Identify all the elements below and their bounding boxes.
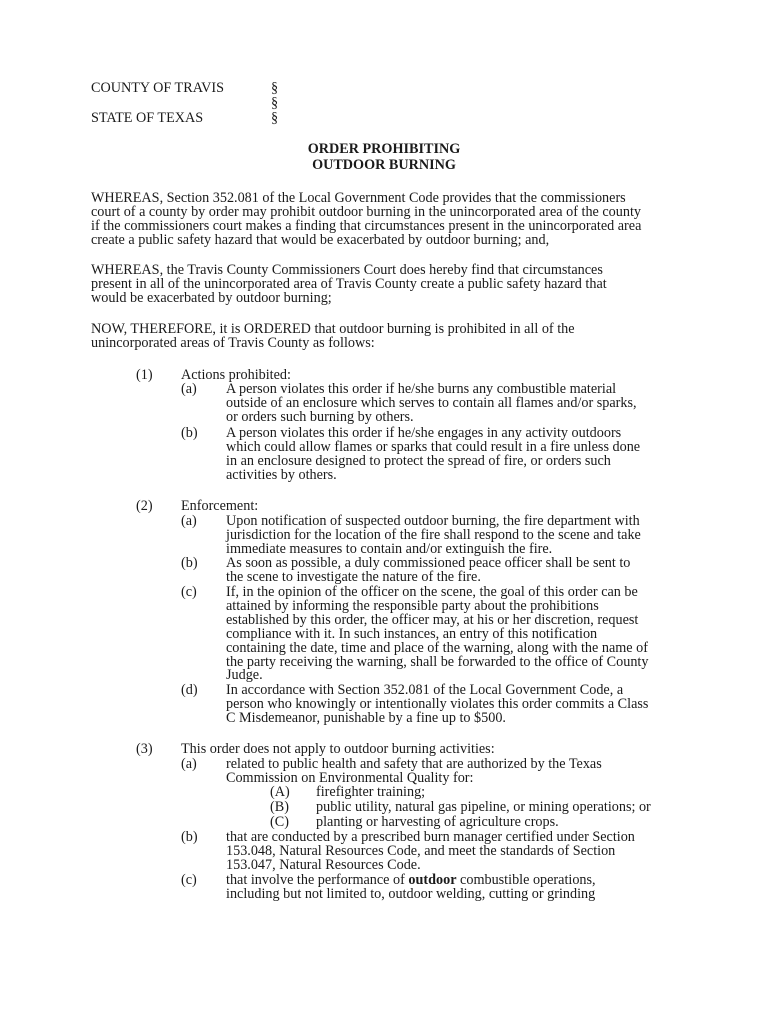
item-3c-label: (c) (181, 872, 197, 888)
text-line: A person violates this order if he/she burns any combustible material (226, 381, 617, 397)
item-3c-text (226, 874, 686, 902)
text-line: NOW, THEREFORE, it is ORDERED that outdoor burning is prohibited in all of the (91, 321, 575, 337)
text-line: related to public health and safety that are authorized by the Texas (226, 756, 602, 772)
item-3b-label: (b) (181, 829, 198, 845)
text-line: jurisdiction for the location of the fire shall respond to the scene and take (226, 526, 641, 543)
whereas-paragraph-2 (91, 264, 681, 306)
item-2d-text (226, 684, 686, 726)
section-1-heading: Actions prohibited: (181, 367, 291, 383)
item-2a-text (226, 515, 686, 557)
item-3aA-label: (A) (270, 784, 290, 800)
text-line: A person violates this order if he/she engages in any activity outdoors (226, 425, 622, 441)
text-run: combustible operations, (456, 872, 596, 888)
section-symbol: § (271, 110, 279, 126)
text-line: person who knowingly or intentionally violates this order commits a Class (226, 695, 649, 712)
text-line: activities by others. (226, 466, 337, 483)
bold-run: outdoor (408, 872, 457, 888)
item-1a-text (226, 383, 686, 425)
text-line: containing the date, time and place of the warning, along with the name of (226, 639, 648, 656)
item-3a-label: (a) (181, 756, 197, 772)
section-2-heading: Enforcement: (181, 498, 259, 514)
text-line: outside of an enclosure which serves to contain all flames and/or sparks, (226, 394, 637, 411)
item-2d-label: (d) (181, 682, 198, 698)
text-line: immediate measures to contain and/or extinguish the fire. (226, 540, 553, 557)
text-line: create a public safety hazard that would be exacerbated by outdoor burning; and, (91, 231, 550, 248)
item-1b-text (226, 427, 686, 483)
section-3-number: (3) (136, 741, 153, 757)
text-line: the scene to investigate the nature of the fire. (226, 568, 481, 585)
text-line: court of a county by order may prohibit outdoor burning in the unincorporated area of the county (91, 203, 642, 220)
text-line: 153.047, Natural Resources Code. (226, 856, 421, 873)
text-line: or orders such burning by others. (226, 408, 414, 425)
section-1-number: (1) (136, 367, 153, 383)
text-line: Judge. (226, 667, 263, 684)
section-3-heading: This order does not apply to outdoor burning activities: (181, 741, 495, 757)
text-line: Commission on Environmental Quality for: (226, 769, 474, 786)
county-name: COUNTY OF TRAVIS (91, 80, 224, 96)
order-title-line-2: OUTDOOR BURNING (312, 157, 456, 173)
text-line: unincorporated areas of Travis County as follows: (91, 334, 375, 351)
order-title-line-1: ORDER PROHIBITING (307, 141, 461, 157)
section-symbol: § (271, 80, 279, 96)
item-3aB-text: public utility, natural gas pipeline, or mining operations; or (316, 799, 651, 815)
text-line: WHEREAS, the Travis County Commissioners Court does hereby find that circumstances (91, 262, 603, 278)
text-line: As soon as possible, a duly commissioned peace officer shall be sent to (226, 555, 631, 571)
item-2c-text (226, 586, 686, 683)
text-line: if the commissioners court makes a finding that circumstances present in the unincorporated area (91, 217, 642, 234)
text-line: If, in the opinion of the officer on the scene, the goal of this order can be (226, 584, 638, 600)
whereas-paragraph-1 (91, 192, 681, 248)
text-line: present in all of the unincorporated area of Travis County create a public safety hazard that (91, 275, 607, 292)
text-line: which could allow flames or sparks that could result in a fire unless done (226, 438, 641, 455)
text-line: that are conducted by a prescribed burn manager certified under Section (226, 829, 635, 845)
item-1b-label: (b) (181, 425, 198, 441)
item-3aC-label: (C) (270, 814, 289, 830)
text-line: WHEREAS, Section 352.081 of the Local Government Code provides that the commissioners (91, 190, 626, 206)
section-symbol: § (271, 95, 279, 111)
item-3a-text (226, 758, 686, 786)
text-line: in an enclosure designed to protect the spread of fire, or orders such (226, 452, 611, 469)
ordered-paragraph (91, 323, 681, 351)
item-2c-label: (c) (181, 584, 197, 600)
text-line: 153.048, Natural Resources Code, and meet the standards of Section (226, 842, 616, 859)
item-2a-label: (a) (181, 513, 197, 529)
text-line: In accordance with Section 352.081 of the Local Government Code, a (226, 682, 624, 698)
section-2-number: (2) (136, 498, 153, 514)
text-line: established by this order, the officer may, at his or her discretion, request (226, 611, 639, 628)
text-line: including but not limited to, outdoor welding, cutting or grinding (226, 885, 596, 902)
state-name: STATE OF TEXAS (91, 110, 204, 126)
item-3aC-text: planting or harvesting of agriculture crops. (316, 814, 559, 830)
item-3aA-text: firefighter training; (316, 784, 426, 800)
item-1a-label: (a) (181, 381, 197, 397)
text-line: Upon notification of suspected outdoor burning, the fire department with (226, 513, 640, 529)
item-3aB-label: (B) (270, 799, 289, 815)
text-line: would be exacerbated by outdoor burning; (91, 289, 332, 306)
text-line: compliance with it. In such instances, an entry of this notification (226, 625, 598, 642)
text-line: C Misdemeanor, punishable by a fine up to $500. (226, 709, 506, 726)
text-line: the party receiving the warning, shall be forwarded to the office of County (226, 653, 649, 670)
text-run: that involve the performance of (226, 872, 409, 888)
text-line: attained by informing the responsible party about the prohibitions (226, 597, 599, 614)
item-2b-text (226, 557, 686, 585)
item-3b-text (226, 831, 686, 873)
item-2b-label: (b) (181, 555, 198, 571)
